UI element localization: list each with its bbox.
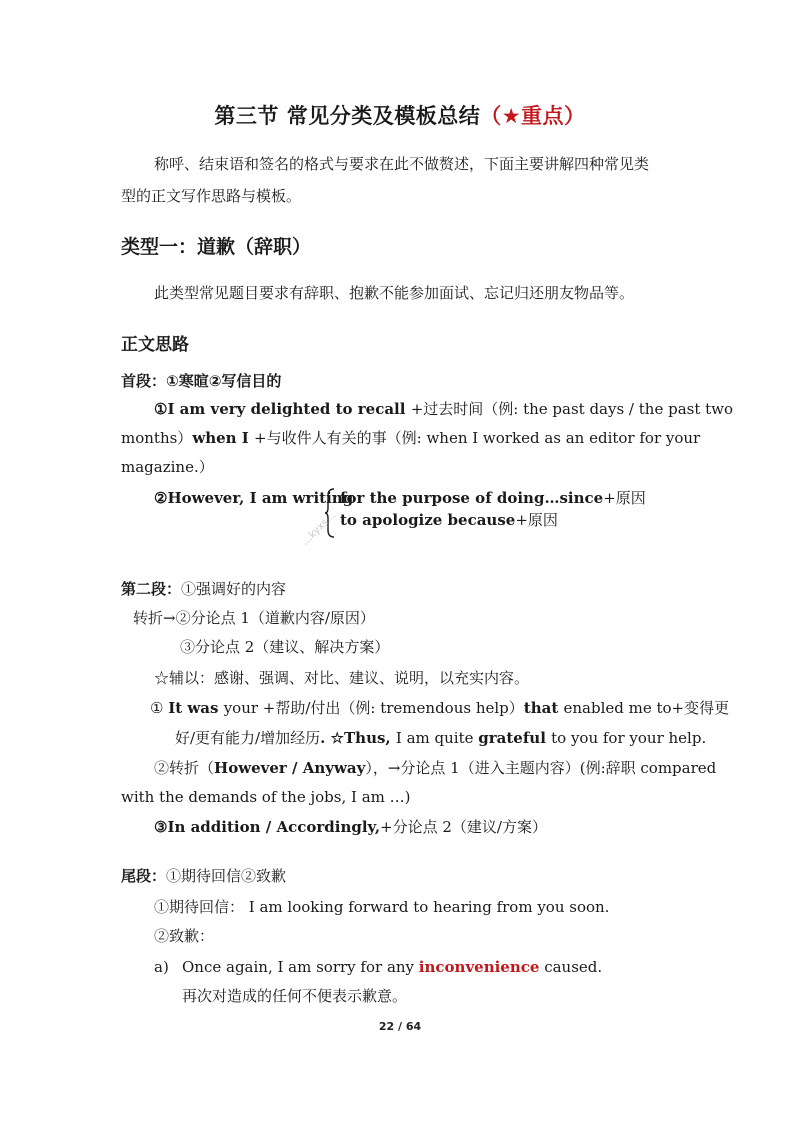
para3-item-a — [182, 953, 602, 981]
option1-rest: +原因 — [603, 489, 646, 507]
watermark: …kyxs… — [300, 509, 338, 548]
intro-line-2: 型的正文写作思路与模板。 — [121, 187, 302, 205]
para2-example-3 — [154, 813, 547, 841]
para1-line1-bold: ①I am very delighted to recall — [154, 400, 411, 418]
para1-line-3: magazine.） — [121, 458, 214, 476]
item-a-text-1: Once again, I am sorry for any — [182, 958, 419, 976]
para1-line1-rest: +过去时间（例: the past days / the past two — [410, 400, 734, 418]
para3-heading — [121, 862, 286, 890]
option1-bold: for the purpose of doing…since — [340, 489, 604, 507]
ex1-bold-1: It was — [168, 699, 224, 717]
intro-line-1: 称呼、结束语和签名的格式与要求在此不做赘述，下面主要讲解四种常见类 — [154, 155, 650, 173]
para3-line-1 — [154, 893, 609, 921]
title-main: 第三节 常见分类及模板总结 — [214, 104, 481, 128]
para1-line-1 — [154, 395, 733, 423]
page-number: 22 / 64 — [378, 1020, 422, 1033]
para3-item-a-label: a) — [154, 958, 169, 976]
ex3-text-1: +分论点 2（建议/方案） — [380, 818, 547, 836]
ex1-l2-text-2: I am quite — [395, 729, 479, 747]
para2-example-2-line-2: with the demands of the jobs, I am …) — [121, 788, 411, 806]
para3-l1-b: I am looking forward to hearing from you soon. — [248, 898, 610, 916]
item-a-text-2: caused. — [539, 958, 603, 976]
para2-example-1-line-2 — [175, 724, 706, 752]
body-heading: 正文思路 — [121, 335, 189, 355]
however-phrase — [154, 484, 353, 512]
para1-heading: 首段：①寒暄②写信目的 — [121, 372, 282, 390]
para2-example-1-line-1 — [150, 694, 729, 722]
ex3-bold-1: ③In addition / Accordingly, — [154, 818, 381, 836]
para2-line-3: ☆辅以：感谢、强调、对比、建议、说明，以充实内容。 — [154, 669, 530, 687]
para2-heading — [121, 575, 286, 603]
page-title — [0, 100, 800, 130]
option2-rest: +原因 — [515, 511, 558, 529]
ex1-bold-2: that — [523, 699, 564, 717]
ex1-number: ① — [150, 699, 169, 717]
para2-example-2-line-1 — [154, 754, 716, 782]
ex1-text-1: your +帮助/付出（例: tremendous help） — [223, 699, 524, 717]
title-highlight: （★重点） — [480, 104, 586, 128]
ex2-text-2: ），→分论点 1（进入主题内容）(例:辞职 compared — [365, 759, 717, 777]
para3-heading-rest: ①期待回信②致歉 — [166, 867, 287, 885]
type1-description: 此类型常见题目要求有辞职、抱歉不能参加面试、忘记归还朋友物品等。 — [154, 284, 635, 302]
para3-line-2: ②致歉： — [154, 927, 215, 945]
ex1-l2-text-3: to you for your help. — [551, 729, 707, 747]
para1-line2-a: months） — [121, 429, 193, 447]
ex1-l2-text-1: 好/更有能力/增加经历 — [175, 729, 321, 747]
para2-line-2: ③分论点 2（建议、解决方案） — [180, 638, 390, 656]
purpose-option-2 — [340, 506, 558, 534]
para1-line-2 — [121, 424, 700, 452]
para2-heading-bold: 第二段： — [121, 580, 182, 598]
type1-heading: 类型一：道歉（辞职） — [121, 236, 312, 258]
item-a-highlight: inconvenience — [418, 958, 540, 976]
para1-line2-bold: when I — [192, 429, 255, 447]
ex1-text-2: enabled me to+变得更 — [563, 699, 730, 717]
ex2-text-1: ②转折（ — [154, 759, 215, 777]
para3-l1-a: ①期待回信： — [154, 898, 245, 916]
para2-heading-rest: ①强调好的内容 — [181, 580, 287, 598]
para3-heading-bold: 尾段： — [121, 867, 167, 885]
para1-line2-rest: +与收件人有关的事（例: when I worked as an editor for your — [254, 429, 701, 447]
option2-bold: to apologize because — [340, 511, 516, 529]
however-text: ②However, I am writing — [154, 489, 354, 507]
para3-item-a-chinese: 再次对造成的任何不便表示歉意。 — [182, 987, 408, 1005]
ex1-l2-bold-2: grateful — [478, 729, 552, 747]
ex2-bold-1: However / Anyway — [214, 759, 366, 777]
para2-line-1: 转折→②分论点 1（道歉内容/原因） — [133, 609, 375, 627]
ex1-l2-bold-1: . ☆Thus, — [320, 729, 396, 747]
